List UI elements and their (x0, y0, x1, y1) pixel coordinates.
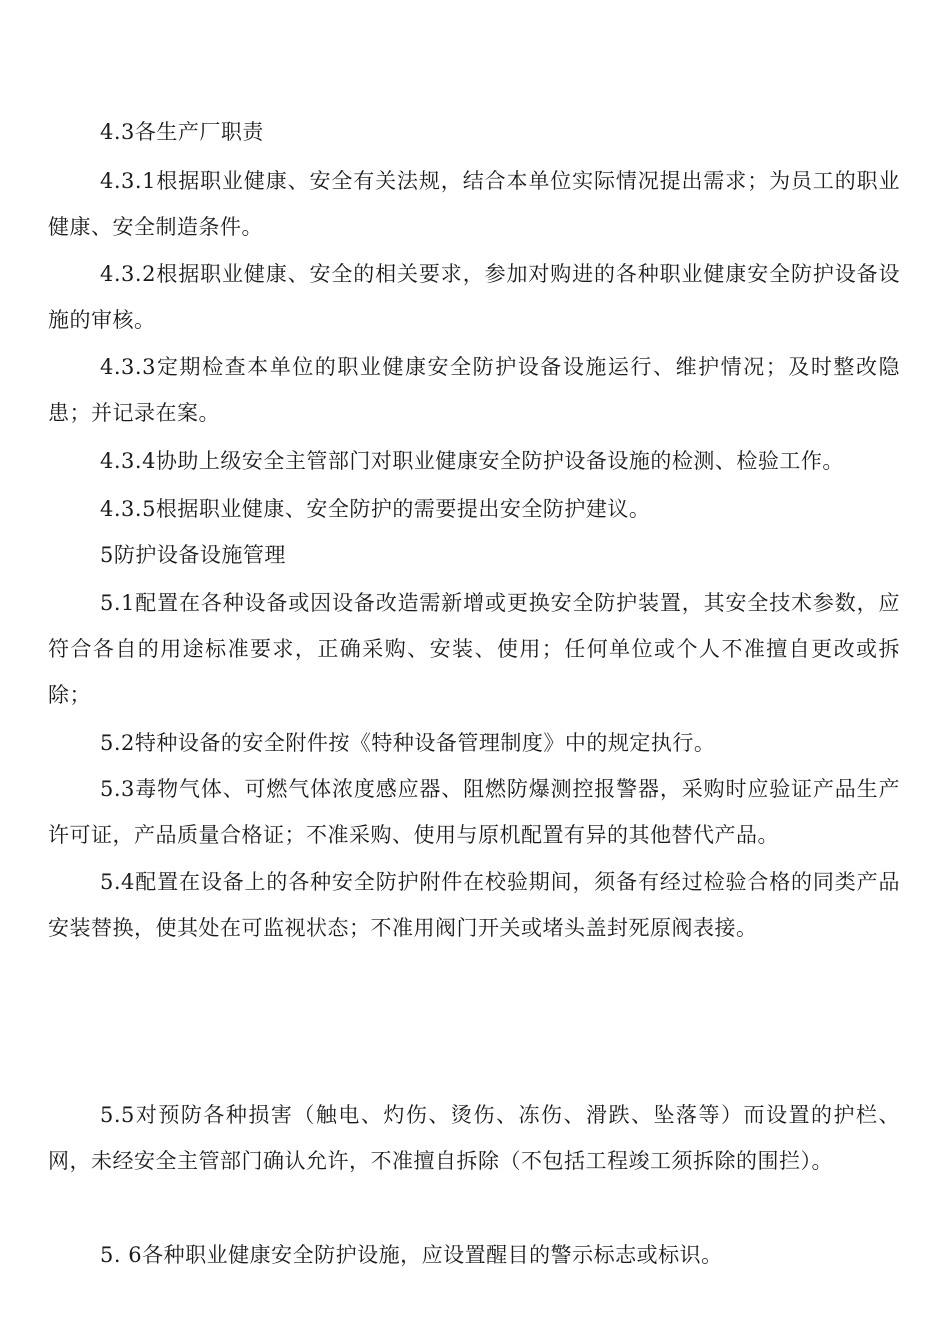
paragraph-4-3-2: 4.3.2根据职业健康、安全的相关要求，参加对购进的各种职业健康安全防护设备设施的审核。 (48, 262, 900, 332)
paragraph-5-3: 5.3毒物气体、可燃气体浓度感应器、阻燃防爆测控报警器，采购时应验证产品生产许可证，产品质量合格证；不准采购、使用与原机配置有异的其他替代产品。 (48, 777, 900, 847)
paragraph-4-3-5: 4.3.5根据职业健康、安全防护的需要提出安全防护建议。 (100, 497, 651, 521)
paragraph-4-3-4: 4.3.4协助上级安全主管部门对职业健康安全防护设备设施的检测、检验工作。 (100, 449, 844, 473)
section-heading-5: 5防护设备设施管理 (100, 543, 286, 567)
paragraph-5-4: 5.4配置在设备上的各种安全防护附件在校验期间，须备有经过检验合格的同类产品安装替换，使其处在可监视状态；不准用阀门开关或堵头盖封死原阀表接。 (48, 870, 900, 940)
paragraph-5-1: 5.1配置在各种设备或因设备改造需新增或更换安全防护装置，其安全技术参数，应符合各自的用途标准要求，正确采购、安装、使用；任何单位或个人不准擅自更改或拆除； (48, 591, 900, 707)
paragraph-5-6: 5. 6各种职业健康安全防护设施，应设置醒目的警示标志或标识。 (100, 1243, 723, 1267)
paragraph-4-3-3: 4.3.3定期检查本单位的职业健康安全防护设备设施运行、维护情况；及时整改隐患；并记录在案。 (48, 355, 900, 425)
paragraph-4-3-1: 4.3.1根据职业健康、安全有关法规，结合本单位实际情况提出需求；为员工的职业健康、安全制造条件。 (48, 169, 900, 239)
paragraph-5-2: 5.2特种设备的安全附件按《特种设备管理制度》中的规定执行。 (100, 731, 716, 755)
paragraph-5-5: 5.5对预防各种损害（触电、灼伤、烫伤、冻伤、滑跌、坠落等）而设置的护栏、网，未经安全主管部门确认允许，不准擅自拆除（不包括工程竣工须拆除的围拦）。 (48, 1103, 900, 1173)
section-heading-4-3: 4.3各生产厂职责 (100, 120, 264, 144)
